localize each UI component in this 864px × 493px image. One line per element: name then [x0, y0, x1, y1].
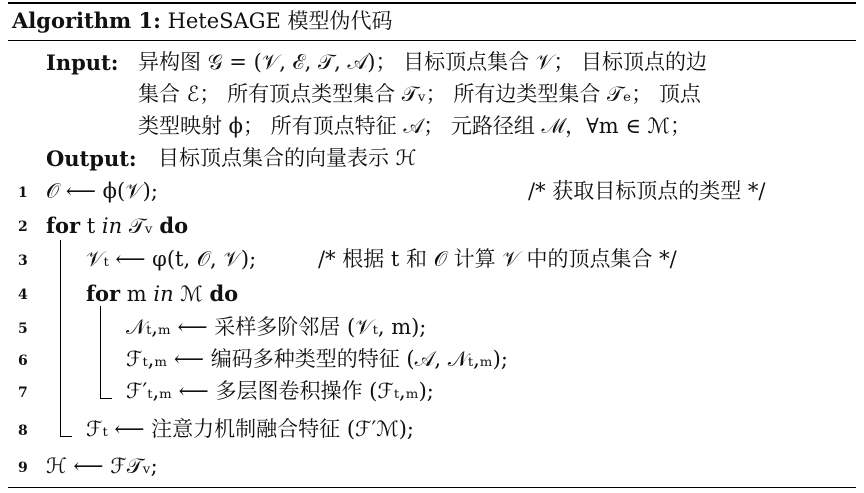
step-3-code: 𝒱ₜ ⟵ φ(t, 𝒪, 𝒱);: [86, 247, 257, 271]
input-line-3: 类型映射 ϕ； 所有顶点特征 𝒜； 元路径组 ℳ，∀m ∈ ℳ；: [138, 114, 692, 138]
input-line-2: 集合 ℰ； 所有顶点类型集合 𝒯ᵥ； 所有边类型集合 𝒯ₑ； 顶点: [138, 82, 701, 106]
step-8-code: ℱₜ ⟵ 注意力机制融合特征 (ℱ′ℳ);: [86, 417, 415, 441]
algorithm-label: Algorithm 1:: [12, 8, 161, 33]
keyword-in: in: [153, 282, 174, 306]
bottom-rule: [8, 487, 856, 488]
inner-loop-end-tick: [100, 398, 112, 399]
step-7-code: ℱ′ₜ,ₘ ⟵ 多层图卷积操作 (ℱₜ,ₘ);: [126, 379, 434, 403]
step-5-code: 𝒩ₜ,ₘ ⟵ 采样多阶邻居 (𝒱ₜ, m);: [126, 315, 427, 339]
line-number-8: 8: [18, 423, 28, 439]
line-number-7: 7: [18, 385, 28, 401]
step-9-code: ℋ ⟵ ℱ𝒯ᵥ;: [46, 454, 158, 478]
outer-loop-end-tick: [60, 436, 72, 437]
output-text: 目标顶点集合的向量表示 ℋ: [158, 146, 417, 170]
step-3-comment: /* 根据 t 和 𝒪 计算 𝒱 中的顶点集合 */: [318, 247, 677, 271]
input-line-1: 异构图 𝒢 = (𝒱, ℰ, 𝒯, 𝒜)； 目标顶点集合 𝒱； 目标顶点的边: [138, 50, 708, 74]
keyword-in: in: [101, 214, 123, 238]
step-6-code: ℱₜ,ₘ ⟵ 编码多种类型的特征 (𝒜, 𝒩ₜ,ₘ);: [126, 347, 508, 371]
step-4-code: for m in ℳ do: [86, 281, 239, 306]
keyword-for: for: [46, 213, 81, 238]
keyword-do: do: [159, 213, 189, 238]
line-number-3: 3: [18, 253, 28, 269]
algorithm-title: [12, 10, 393, 32]
keyword-do: do: [209, 281, 239, 306]
line-number-2: 2: [18, 219, 28, 235]
keyword-for: for: [86, 281, 121, 306]
title-separator-rule: [8, 40, 856, 41]
step-2-code: for t in 𝒯ᵥ do: [46, 213, 189, 238]
line-number-6: 6: [18, 353, 28, 369]
input-label: Input:: [46, 50, 119, 75]
step-1-comment: /* 获取目标顶点的类型 */: [528, 179, 766, 203]
line-number-1: 1: [18, 185, 28, 201]
algorithm-name: HeteSAGE 模型伪代码: [167, 9, 393, 33]
top-rule: [8, 2, 856, 4]
line-number-9: 9: [18, 460, 28, 476]
line-number-5: 5: [18, 321, 28, 337]
line-number-4: 4: [18, 287, 28, 303]
inner-loop-bar: [100, 306, 101, 398]
output-label: Output:: [46, 146, 137, 171]
step-1-code: 𝒪 ⟵ ϕ(𝒱);: [46, 179, 158, 203]
outer-loop-bar: [60, 240, 61, 436]
